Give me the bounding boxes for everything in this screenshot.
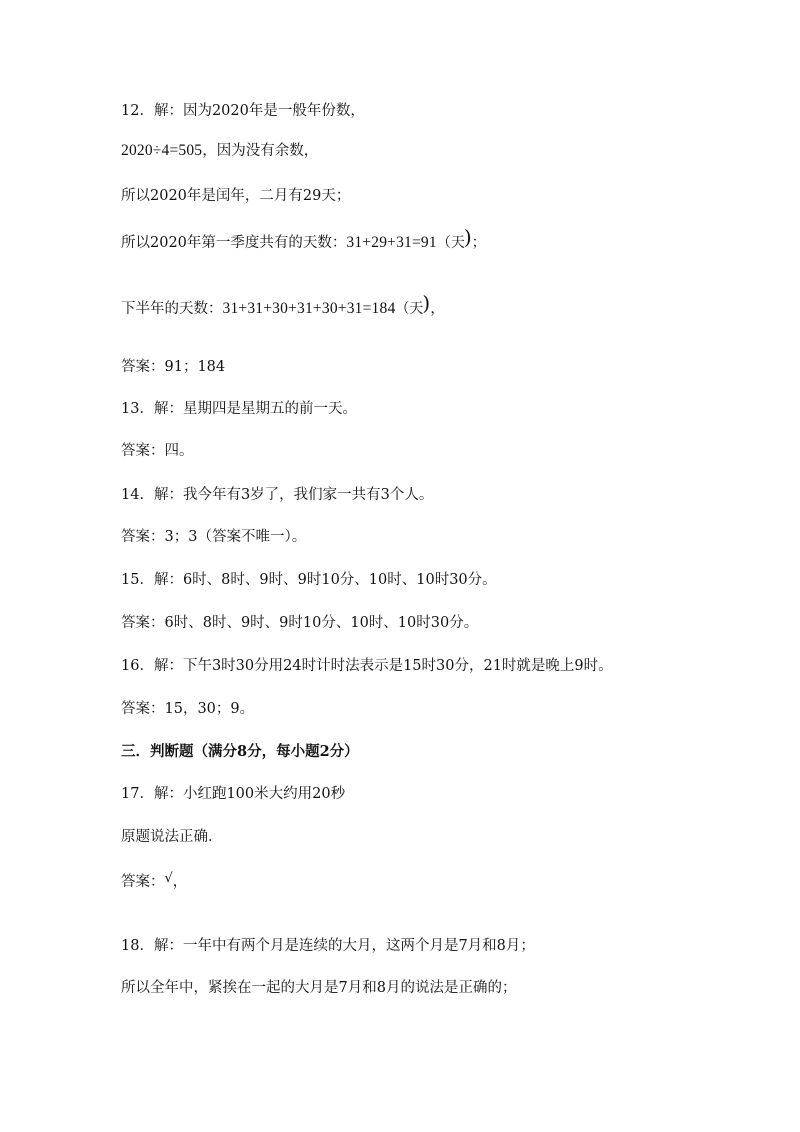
- second-half-days-equation: 31+31+30+31+30+31=184: [222, 300, 396, 317]
- solution-16: 16．解：下午3时30分用24时计时法表示是15时30分，21时就是晚上9时。: [121, 658, 613, 674]
- solution-14: 14．解：我今年有3岁了，我们家一共有3个人。: [121, 487, 434, 503]
- solution-12-line-2: [121, 141, 318, 161]
- answer-12: 答案：91；184: [121, 359, 226, 375]
- solution-12-line-3: 所以2020年是闰年，二月有29天；: [121, 188, 351, 204]
- solution-12-line-1: 12．解：因为2020年是一般年份数，: [121, 103, 365, 119]
- second-half-days-end: ，: [430, 301, 445, 317]
- q1-days-label: 所以2020年第一季度共有的天数：: [121, 235, 347, 251]
- q1-days-close-paren: ): [463, 225, 472, 249]
- solution-17-line-2: 原题说法正确．: [121, 829, 223, 845]
- solution-15: 15．解：6时、8时、9时、9时10分、10时、10时30分。: [121, 572, 497, 588]
- line-2-text: ，因为没有余数，: [202, 143, 319, 159]
- solution-12-line-4: [121, 225, 487, 253]
- second-half-days-label: 下半年的天数：: [121, 301, 223, 317]
- solution-12-line-5: [121, 291, 445, 319]
- solution-13: 13．解：星期四是星期五的前一天。: [121, 401, 357, 417]
- checkmark-icon: √: [164, 871, 173, 886]
- q1-days-end: ；: [471, 235, 487, 251]
- solution-18-line-1: 18．解：一年中有两个月是连续的大月，这两个月是7月和8月；: [121, 938, 535, 954]
- answer-17-end: ，: [172, 874, 188, 890]
- solution-18-line-2: 所以全年中，紧挨在一起的大月是7月和8月的说法是正确的；: [121, 980, 517, 996]
- solution-17-line-1: 17．解：小红跑100米大约用20秒: [121, 786, 346, 802]
- answer-16: 答案：15，30；9。: [121, 701, 255, 717]
- second-half-days-unit: （天: [395, 301, 424, 317]
- answer-13: 答案：四。: [121, 443, 194, 459]
- answer-14: 答案：3；3（答案不唯一）。: [121, 529, 307, 545]
- q1-days-equation: 31+29+31=91: [346, 234, 437, 251]
- answer-17: [121, 872, 187, 893]
- answer-17-label: 答案：: [121, 874, 165, 890]
- second-half-days-close-paren: ): [422, 291, 431, 315]
- division-equation: 2020÷4=505: [121, 142, 203, 159]
- answer-15: 答案：6时、8时、9时、9时10分、10时、10时30分。: [121, 615, 479, 631]
- section-heading-true-false: 三．判断题（满分8分，每小题2分）: [121, 743, 359, 760]
- q1-days-unit: （天: [436, 235, 465, 251]
